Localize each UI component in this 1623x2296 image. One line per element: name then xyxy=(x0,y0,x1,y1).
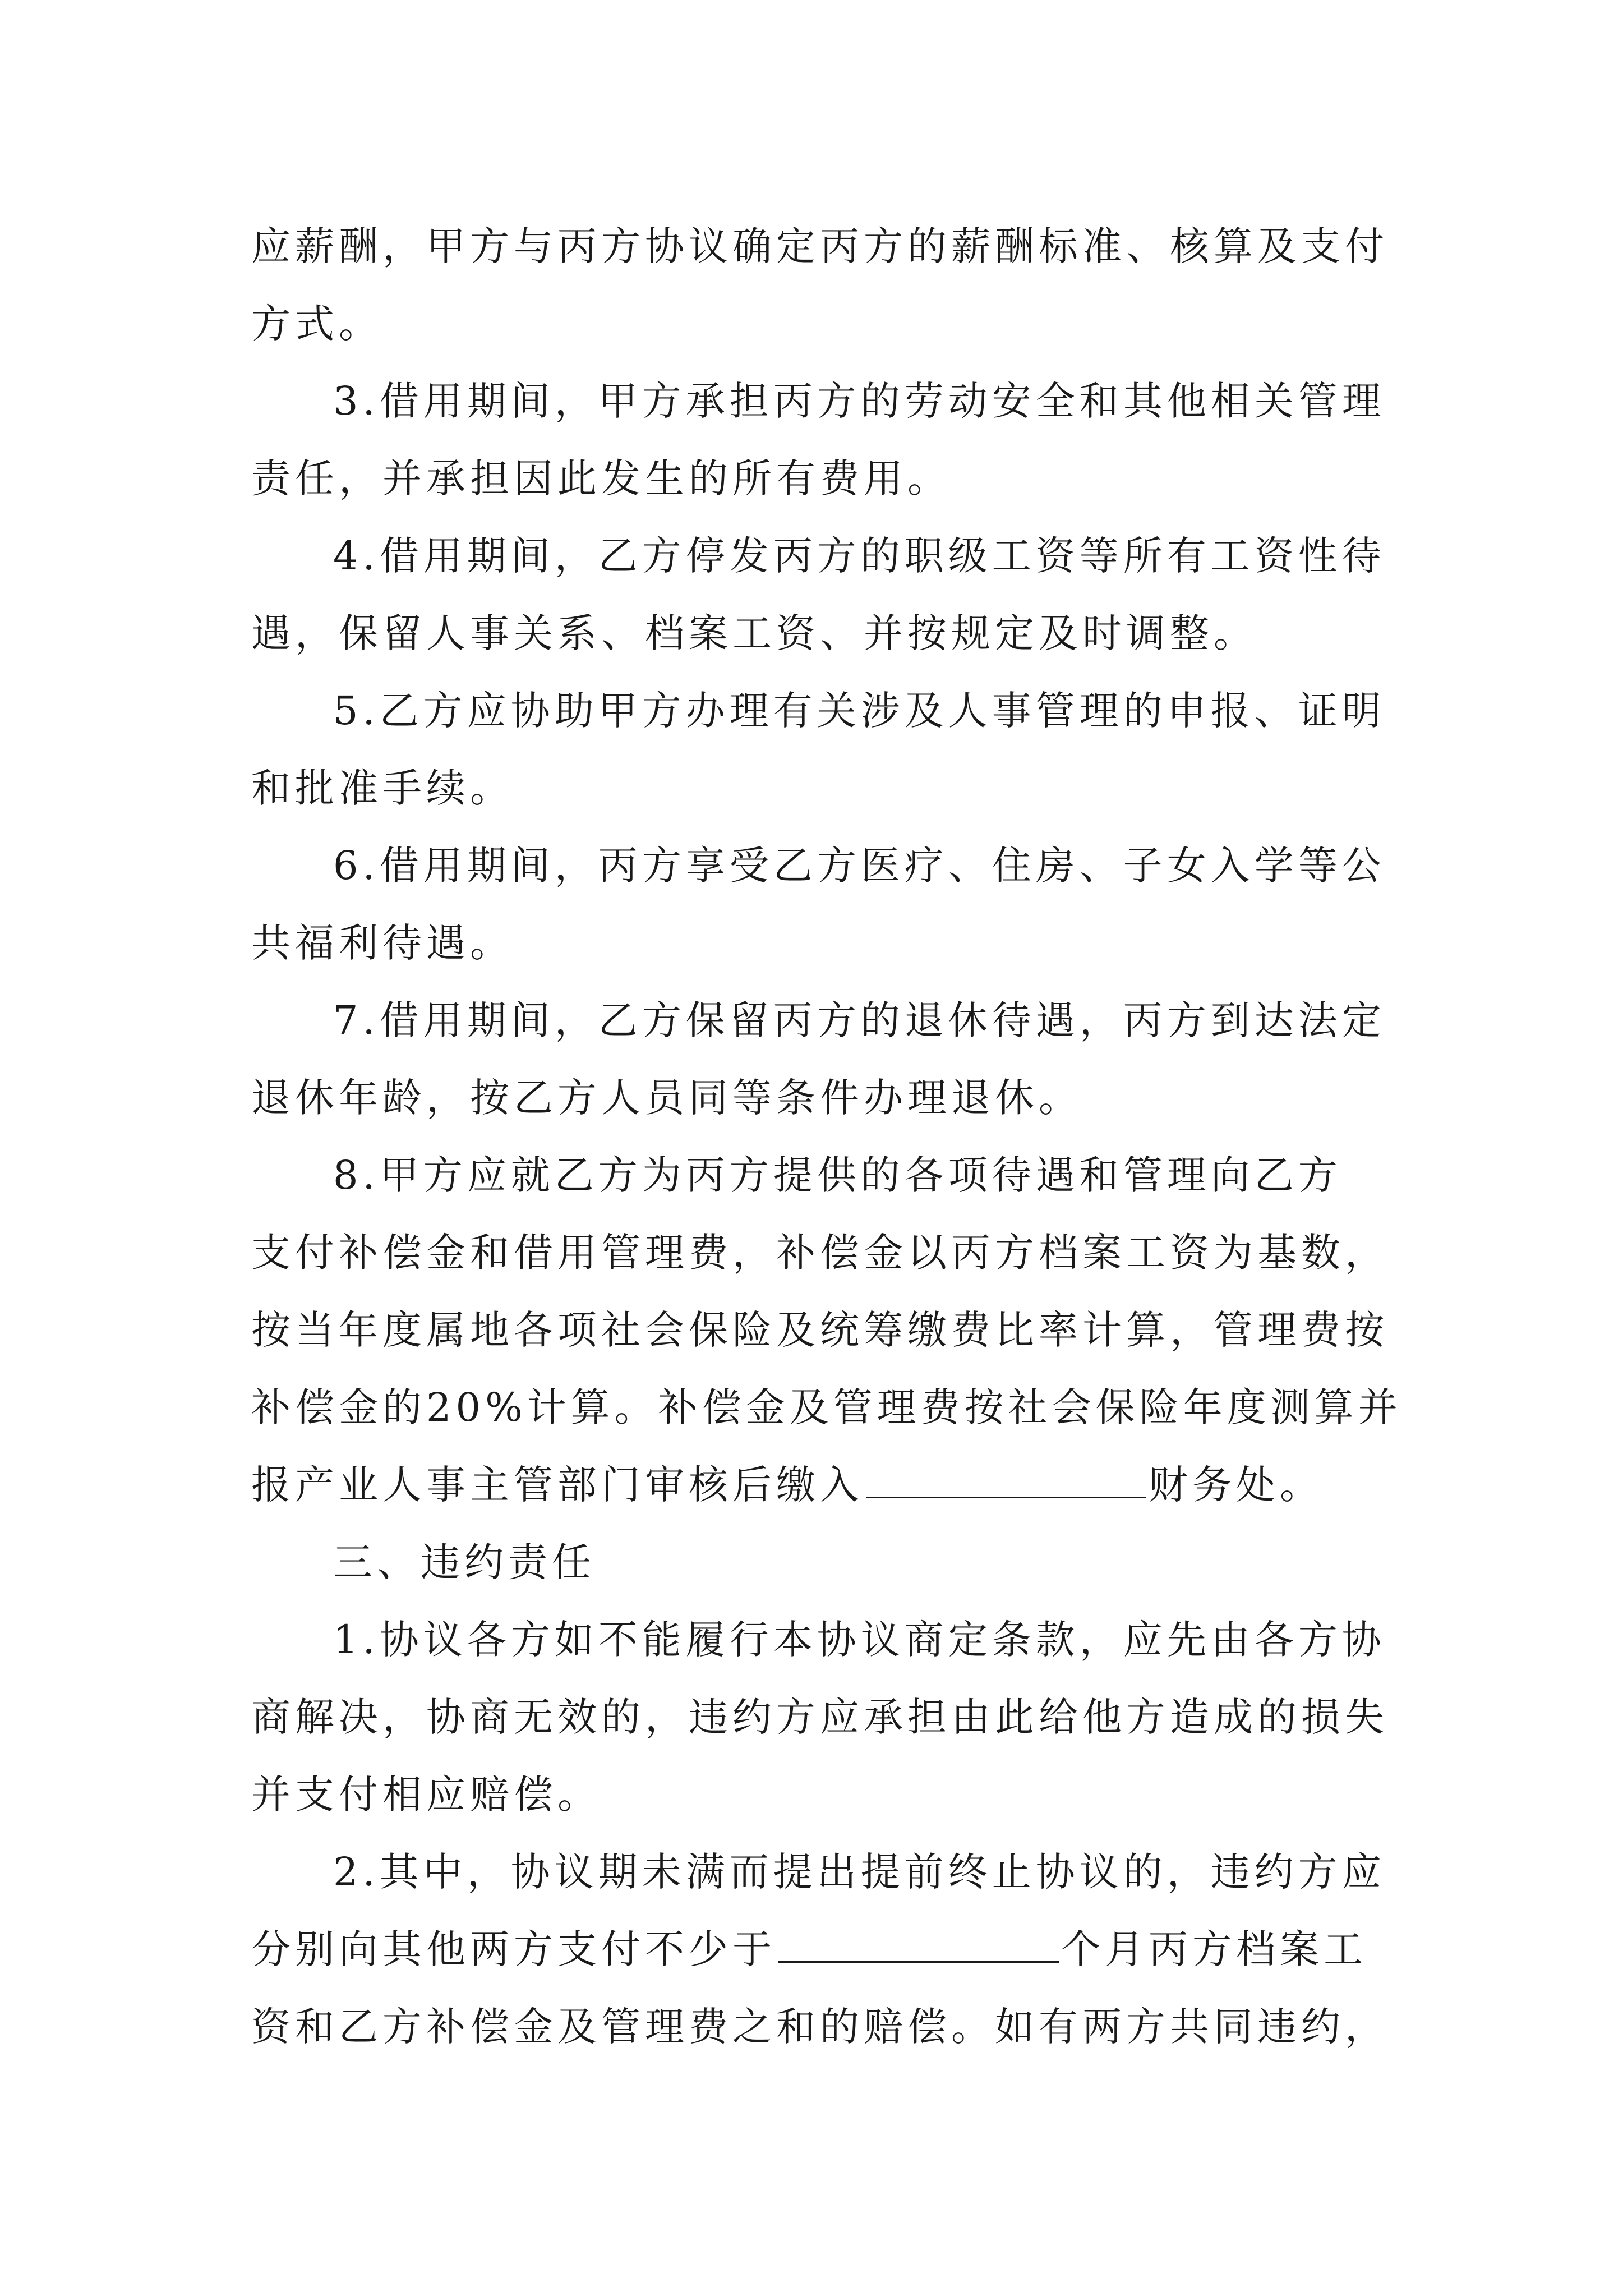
text-line: 8.甲方应就乙方为丙方提供的各项待遇和管理向乙方 xyxy=(333,1152,1342,1198)
text-line: 并支付相应赔偿。 xyxy=(251,1772,601,1818)
text-line: 商解决，协商无效的，违约方应承担由此给他方造成的损失 xyxy=(251,1694,1389,1740)
text-line-with-blank xyxy=(251,1911,1381,1988)
text-fragment: 分别向其他两方支付不少于 xyxy=(251,1926,776,1972)
text-line: 资和乙方补偿金及管理费之和的赔偿。如有两方共同违约， xyxy=(251,2004,1389,2050)
text-line: 4.借用期间，乙方停发丙方的职级工资等所有工资性待 xyxy=(333,533,1386,579)
section-heading: 三、违约责任 xyxy=(333,1539,596,1585)
text-line: 1.协议各方如不能履行本协议商定条款，应先由各方协 xyxy=(333,1617,1386,1663)
fill-in-blank[interactable] xyxy=(778,1927,1059,1963)
text-fragment: 个月丙方档案工 xyxy=(1061,1926,1367,1972)
text-line: 2.其中，协议期未满而提出提前终止协议的，违约方应 xyxy=(333,1849,1386,1895)
document-body xyxy=(251,208,1402,2065)
text-line: 补偿金的20%计算。补偿金及管理费按社会保险年度测算并 xyxy=(251,1384,1402,1430)
text-line: 遇，保留人事关系、档案工资、并按规定及时调整。 xyxy=(251,610,1257,656)
text-line: 退休年龄，按乙方人员同等条件办理退休。 xyxy=(251,1075,1082,1121)
text-line: 支付补偿金和借用管理费，补偿金以丙方档案工资为基数， xyxy=(251,1230,1389,1276)
text-line: 方式。 xyxy=(251,301,382,347)
text-line: 应薪酬，甲方与丙方协议确定丙方的薪酬标准、核算及支付 xyxy=(251,223,1389,269)
text-line: 5.乙方应协助甲方办理有关涉及人事管理的申报、证明 xyxy=(333,688,1386,734)
text-line: 责任，并承担因此发生的所有费用。 xyxy=(251,455,951,501)
text-line: 6.借用期间，丙方享受乙方医疗、住房、子女入学等公 xyxy=(333,843,1386,889)
text-fragment: 报产业人事主管部门审核后缴入 xyxy=(251,1462,864,1508)
text-line: 7.借用期间，乙方保留丙方的退休待遇，丙方到达法定 xyxy=(333,997,1386,1043)
text-line-with-blank xyxy=(251,1446,1381,1524)
fill-in-blank[interactable] xyxy=(866,1463,1146,1498)
text-line: 和批准手续。 xyxy=(251,765,514,811)
text-line: 共福利待遇。 xyxy=(251,920,514,966)
text-line: 按当年度属地各项社会保险及统筹缴费比率计算，管理费按 xyxy=(251,1307,1389,1353)
text-line: 3.借用期间，甲方承担丙方的劳动安全和其他相关管理 xyxy=(333,378,1386,424)
text-fragment: 财务处。 xyxy=(1149,1462,1324,1508)
